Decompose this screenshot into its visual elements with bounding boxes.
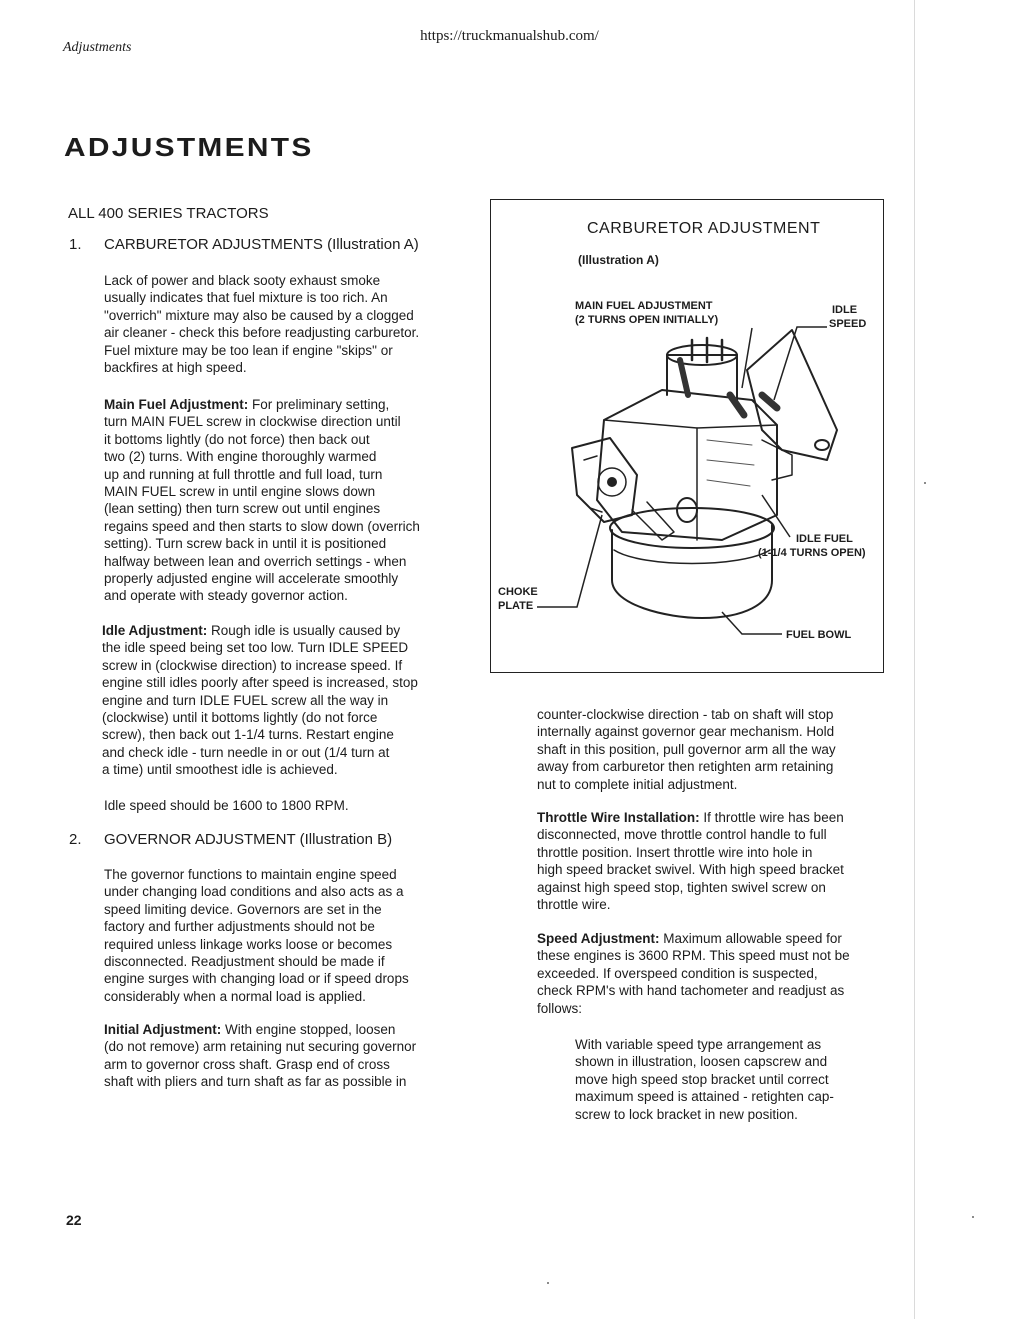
text-line bbox=[104, 1021, 449, 1038]
carburetor-drawing bbox=[492, 300, 882, 670]
text-line: exceeded. If overspeed condition is suspected, bbox=[537, 965, 818, 981]
text-line: maximum speed is attained - retighten cap- bbox=[575, 1089, 834, 1105]
text-line: setting). Turn screw back in until it is positioned bbox=[104, 536, 387, 552]
series-heading: ALL 400 SERIES TRACTORS bbox=[68, 205, 269, 222]
initial-heading: Initial Adjustment: bbox=[104, 1022, 222, 1037]
main-fuel-paragraph bbox=[104, 396, 449, 605]
section-2-title: GOVERNOR ADJUSTMENT (Illustration B) bbox=[104, 831, 393, 848]
text-fragment: Maximum allowable speed for bbox=[659, 931, 842, 946]
text-line: considerably when a normal load is applied. bbox=[104, 988, 366, 1004]
source-url: https://truckmanualshub.com/ bbox=[420, 28, 599, 44]
text-line: disconnected. Readjustment should be made if bbox=[104, 954, 385, 970]
callout-line: CHOKE bbox=[498, 586, 538, 598]
idle-speed-text: Idle speed should be 1600 to 1800 RPM. bbox=[104, 798, 349, 813]
text-line: counter-clockwise direction - tab on shaft will stop bbox=[537, 707, 834, 722]
text-line: shaft in this position, pull governor arm all the way bbox=[537, 741, 836, 757]
section-1-title: CARBURETOR ADJUSTMENTS (Illustration A) bbox=[104, 236, 419, 253]
callout-line: SPEED bbox=[829, 318, 867, 330]
text-line: under changing load conditions and also acts as a bbox=[104, 884, 404, 900]
governor-intro-paragraph bbox=[104, 866, 449, 1005]
text-line: follows: bbox=[537, 1000, 583, 1016]
text-line: engine surges with changing load or if speed drops bbox=[104, 971, 409, 987]
section-2-number: 2. bbox=[69, 831, 82, 848]
callout-line: IDLE bbox=[832, 304, 858, 316]
fuel-bowl-callout: FUEL BOWL bbox=[786, 629, 852, 641]
text-line: shaft with pliers and turn shaft as far as possible in bbox=[104, 1074, 407, 1090]
speed-adjustment-paragraph bbox=[537, 930, 881, 1017]
text-line: internally against governor gear mechanism. Hold bbox=[537, 724, 835, 740]
text-line: these engines is 3600 RPM. This speed must not be bbox=[537, 948, 850, 964]
page-number: 22 bbox=[66, 1212, 82, 1228]
text-fragment: With engine stopped, loosen bbox=[221, 1022, 396, 1037]
text-line: "overrich" mixture may also be caused by a clogged bbox=[104, 307, 414, 323]
callout-line: PLATE bbox=[498, 600, 534, 612]
text-line: air cleaner - check this before readjusting carburetor. bbox=[104, 325, 420, 341]
text-line: engine and turn IDLE FUEL screw all the way in bbox=[102, 692, 389, 708]
text-line: move high speed stop bracket until correct bbox=[575, 1071, 829, 1087]
text-line: a time) until smoothest idle is achieved. bbox=[102, 762, 338, 778]
main-fuel-leader bbox=[742, 328, 752, 388]
throttle-heading: Throttle Wire Installation: bbox=[537, 810, 700, 825]
fuel-bowl-body bbox=[612, 525, 772, 618]
text-line bbox=[102, 622, 447, 639]
text-line: check RPM's with hand tachometer and readjust as bbox=[537, 983, 845, 999]
text-line: screw to lock bracket in new position. bbox=[575, 1106, 798, 1122]
text-fragment: Rough idle is usually caused by bbox=[207, 623, 401, 638]
page-title: ADJUSTMENTS bbox=[64, 132, 314, 162]
figure-subtitle: (Illustration A) bbox=[578, 253, 659, 267]
text-line: shown in illustration, loosen capscrew and bbox=[575, 1054, 828, 1070]
text-line: Lack of power and black sooty exhaust smoke bbox=[104, 273, 381, 288]
figure-title: CARBURETOR ADJUSTMENT bbox=[587, 220, 821, 237]
initial-adjustment-paragraph bbox=[104, 1021, 449, 1091]
text-line: the idle speed being set too low. Turn IDLE SPEED bbox=[102, 640, 409, 656]
callout-line: MAIN FUEL ADJUSTMENT bbox=[575, 300, 713, 312]
text-line: up and running at full throttle and full load, turn bbox=[104, 466, 383, 482]
text-line: backfires at high speed. bbox=[104, 360, 247, 376]
text-line bbox=[104, 396, 449, 413]
idle-adjustment-paragraph bbox=[102, 622, 447, 779]
text-line: Fuel mixture may be too lean if engine "skips" or bbox=[104, 342, 393, 358]
text-line: turn MAIN FUEL screw in clockwise direction until bbox=[104, 414, 401, 430]
text-line: required unless linkage works loose or becomes bbox=[104, 936, 393, 952]
text-line: arm to governor cross shaft. Grasp end of cross bbox=[104, 1056, 390, 1072]
text-line: nut to complete initial adjustment. bbox=[537, 776, 738, 792]
scan-speck bbox=[924, 482, 926, 484]
text-line: (do not remove) arm retaining nut securing governor bbox=[104, 1039, 417, 1055]
main-fuel-screw bbox=[680, 360, 688, 395]
text-line: throttle position. Insert throttle wire into hole in bbox=[537, 844, 813, 860]
text-line: halfway between lean and overrich settings - when bbox=[104, 553, 407, 569]
text-line: two (2) turns. With engine thoroughly warmed bbox=[104, 449, 377, 465]
scan-edge-line bbox=[914, 0, 915, 1319]
text-line: properly adjusted engine will accelerate smoothly bbox=[104, 571, 399, 587]
scan-speck bbox=[972, 1216, 974, 1218]
text-line: against high speed stop, tighten swivel screw on bbox=[537, 879, 826, 895]
choke-plate-leader bbox=[537, 515, 602, 607]
main-fuel-heading: Main Fuel Adjustment: bbox=[104, 397, 249, 412]
carb-intro-paragraph bbox=[104, 272, 449, 376]
text-line bbox=[537, 809, 881, 826]
text-line: speed limiting device. Governors are set in the bbox=[104, 901, 382, 917]
text-line: usually indicates that fuel mixture is too rich. An bbox=[104, 290, 388, 306]
text-line: With variable speed type arrangement as bbox=[575, 1037, 822, 1052]
text-line: and check idle - turn needle in or out (1/4 turn at bbox=[102, 744, 390, 760]
text-line: factory and further adjustments should not be bbox=[104, 919, 375, 935]
callout-line: (2 TURNS OPEN INITIALLY) bbox=[575, 314, 719, 326]
text-line: The governor functions to maintain engine speed bbox=[104, 867, 397, 882]
text-line: high speed bracket swivel. With high speed bracket bbox=[537, 862, 844, 878]
text-fragment: If throttle wire has been bbox=[699, 810, 844, 825]
text-fragment: For preliminary setting, bbox=[248, 397, 390, 412]
text-line: (clockwise) until it bottoms lightly (do not force bbox=[102, 710, 378, 726]
text-line: and operate with steady governor action. bbox=[104, 588, 348, 604]
variable-speed-paragraph bbox=[575, 1036, 885, 1123]
speed-heading: Speed Adjustment: bbox=[537, 931, 660, 946]
text-line: screw in (clockwise direction) to increase speed. If bbox=[102, 657, 403, 673]
text-line: throttle wire. bbox=[537, 897, 611, 913]
text-line: screw), then back out 1-1/4 turns. Restart engine bbox=[102, 727, 394, 743]
text-line: regains speed and then starts to slow down (overrich bbox=[104, 518, 420, 534]
text-line: (lean setting) then turn screw out until engines bbox=[104, 501, 381, 517]
throttle-wire-paragraph bbox=[537, 809, 881, 913]
idle-heading: Idle Adjustment: bbox=[102, 623, 208, 638]
callout-line: IDLE FUEL bbox=[796, 533, 853, 545]
governor-continued-paragraph bbox=[537, 706, 881, 793]
scan-speck bbox=[547, 1282, 549, 1284]
text-line: it bottoms lightly (do not force) then back out bbox=[104, 431, 370, 447]
text-line: away from carburetor then retighten arm retaining bbox=[537, 759, 834, 775]
running-head: Adjustments bbox=[63, 40, 132, 55]
callout-line: (1-1/4 TURNS OPEN) bbox=[758, 547, 866, 559]
text-line: MAIN FUEL screw in until engine slows down bbox=[104, 484, 376, 500]
section-1-number: 1. bbox=[69, 236, 82, 253]
text-line bbox=[537, 930, 881, 947]
text-line: engine still idles poorly after speed is increased, stop bbox=[102, 675, 418, 691]
text-line: disconnected, move throttle control handle to full bbox=[537, 827, 827, 843]
